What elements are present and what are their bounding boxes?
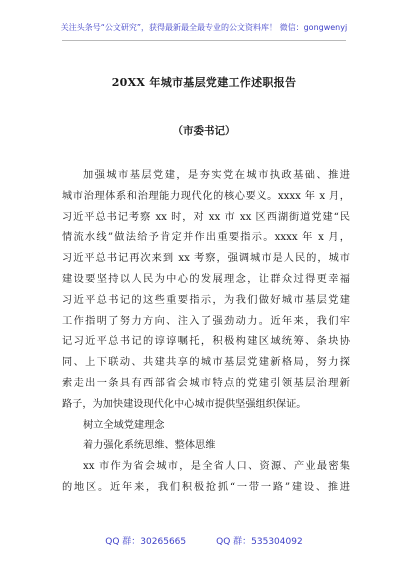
paragraph-line: 习近平总书记考察 xx 时，对 xx 市 xx 区西湖街道党建“民 [62, 211, 350, 223]
paragraph-line: 的地区。近年来，我们积极抢抓“一带一路”建设、推进 [62, 481, 350, 493]
paragraph-line: 索走出一条具有西部省会城市特点的党建引领基层治理新 [62, 377, 350, 389]
paragraph-line: 同、上下联动、共建共享的城市基层党建新格局，努力探 [62, 357, 350, 369]
footer-contacts [0, 534, 408, 547]
paragraph-line: 城市治理体系和治理能力现代化的核心要义。xxxx 年 x 月， [62, 190, 350, 202]
paragraph-line: xx 市作为省会城市，是全省人口、资源、产业最密集 [83, 461, 350, 473]
paragraph-line: 习近平总书记的这些重要指示，为我们做好城市基层党建 [62, 294, 350, 306]
document-subtitle: （市委书记） [172, 125, 236, 137]
header-banner: 关注头条号“公文研究”，获得最新最全最专业的公文资料库！ 微信：gongwenyj [60, 23, 348, 32]
paragraph-line: 记习近平总书记的谆谆嘱托，积极构建区域统筹、条块协 [62, 336, 350, 348]
document-title: 20XX 年城市基层党建工作述职报告 [111, 76, 297, 89]
subsection-heading: 着力强化系统思维、整体思维 [83, 440, 216, 452]
header-divider [62, 40, 346, 41]
paragraph-line: 习近平总书记再次来到 xx 考察，强调城市是人民的，城市 [62, 253, 350, 265]
paragraph-line: 工作指明了努力方向、注入了强劲动力。近年来，我们牢 [62, 315, 350, 327]
footer-qq-group-1: QQ 群：30265665 [105, 537, 187, 547]
paragraph-line: 路子，为加快建设现代化中心城市提供坚强组织保证。 [62, 398, 307, 410]
paragraph-line: 情流水线”做法给予肯定并作出重要指示。xxxx 年 x 月， [62, 232, 350, 244]
footer-qq-group-2: QQ 群：535304092 [216, 537, 303, 547]
paragraph-line: 加强城市基层党建，是夯实党在城市执政基础、推进 [83, 170, 350, 181]
section-heading: 树立全域党建理念 [83, 419, 165, 431]
document-body [62, 166, 350, 499]
paragraph-line: 建设要坚持以人民为中心的发展理念，让群众过得更幸福 [62, 273, 350, 285]
